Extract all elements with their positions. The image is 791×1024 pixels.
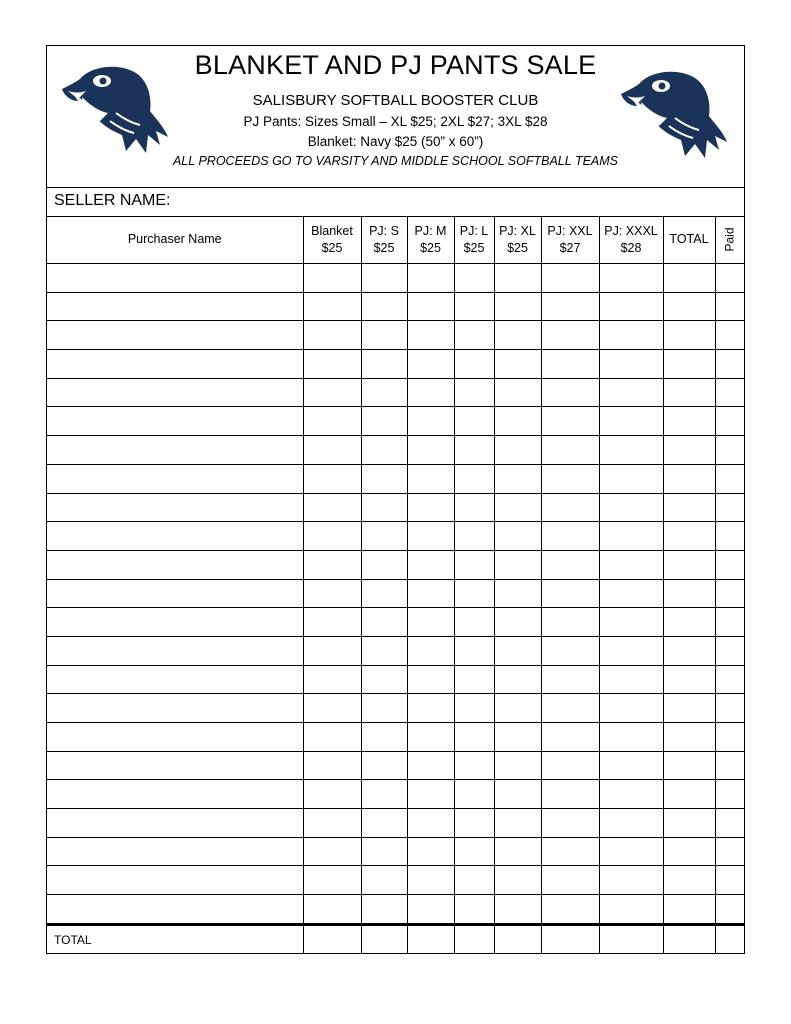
table-cell[interactable] [47,550,303,579]
table-cell[interactable] [541,407,599,436]
table-cell[interactable] [599,493,663,522]
total-cell[interactable] [303,924,361,954]
table-cell[interactable] [454,292,494,321]
table-cell[interactable] [407,780,454,809]
club-name: SALISBURY SOFTBALL BOOSTER CLUB [252,92,539,109]
table-cell[interactable] [407,550,454,579]
table-cell[interactable] [303,378,361,407]
table-cell[interactable] [715,436,744,465]
table-cell[interactable] [715,751,744,780]
table-cell[interactable] [47,694,303,723]
table-cell[interactable] [454,809,494,838]
table-cell[interactable] [454,636,494,665]
table-cell[interactable] [541,636,599,665]
table-cell[interactable] [454,350,494,379]
table-cell[interactable] [47,292,303,321]
table-cell[interactable] [715,321,744,350]
table-cell[interactable] [599,350,663,379]
order-table [47,216,744,954]
table-cell[interactable] [599,464,663,493]
table-cell[interactable] [599,522,663,551]
proceeds-note: ALL PROCEEDS GO TO VARSITY AND MIDDLE SCHOOL SOFTBALL TEAMS [172,154,619,168]
table-cell[interactable] [715,694,744,723]
table-cell[interactable] [47,350,303,379]
table-cell[interactable] [407,579,454,608]
table-cell[interactable] [663,493,715,522]
table-cell[interactable] [454,321,494,350]
table-cell[interactable] [454,407,494,436]
total-cell[interactable] [541,924,599,954]
table-cell[interactable] [303,636,361,665]
total-row [47,924,744,954]
table-cell[interactable] [599,264,663,293]
table-cell[interactable] [599,378,663,407]
table-cell[interactable] [454,522,494,551]
table-cell[interactable] [303,579,361,608]
table-cell[interactable] [541,751,599,780]
table-cell[interactable] [599,407,663,436]
table-cell[interactable] [541,837,599,866]
table-cell[interactable] [454,780,494,809]
column-header: Blanket $25 [303,216,361,264]
total-label: TOTAL [47,924,303,954]
table-cell[interactable] [663,292,715,321]
table-cell[interactable] [494,321,541,350]
table-cell[interactable] [494,407,541,436]
seller-name-label: SELLER NAME: [54,192,171,209]
table-cell[interactable] [47,436,303,465]
table-cell[interactable] [361,378,407,407]
table-cell[interactable] [361,436,407,465]
table-cell[interactable] [454,866,494,895]
table-cell[interactable] [303,895,361,925]
table-cell[interactable] [715,665,744,694]
table-cell[interactable] [715,464,744,493]
table-cell[interactable] [47,809,303,838]
form-header [47,46,744,188]
table-cell[interactable] [715,723,744,752]
table-cell[interactable] [361,837,407,866]
table-row [47,866,744,895]
table-cell[interactable] [541,866,599,895]
table-cell[interactable] [599,694,663,723]
table-cell[interactable] [663,350,715,379]
table-cell[interactable] [454,895,494,925]
total-cell[interactable] [599,924,663,954]
table-cell[interactable] [361,780,407,809]
table-cell[interactable] [454,608,494,637]
table-cell[interactable] [541,464,599,493]
table-cell[interactable] [715,579,744,608]
table-cell[interactable] [715,866,744,895]
table-cell[interactable] [47,751,303,780]
table-cell[interactable] [599,751,663,780]
table-cell[interactable] [303,436,361,465]
table-cell[interactable] [303,464,361,493]
table-cell[interactable] [303,837,361,866]
table-cell[interactable] [663,723,715,752]
table-cell[interactable] [47,579,303,608]
table-cell[interactable] [361,895,407,925]
table-cell[interactable] [407,723,454,752]
table-cell[interactable] [599,866,663,895]
table-cell[interactable] [494,809,541,838]
table-cell[interactable] [407,321,454,350]
table-row [47,292,744,321]
table-cell[interactable] [454,665,494,694]
table-cell[interactable] [663,579,715,608]
total-cell[interactable] [407,924,454,954]
table-cell[interactable] [541,378,599,407]
table-cell[interactable] [47,378,303,407]
table-cell[interactable] [454,579,494,608]
table-cell[interactable] [663,837,715,866]
table-cell[interactable] [663,436,715,465]
table-cell[interactable] [303,780,361,809]
table-row [47,579,744,608]
table-cell[interactable] [361,407,407,436]
table-row [47,550,744,579]
table-cell[interactable] [454,723,494,752]
table-cell[interactable] [541,321,599,350]
table-cell[interactable] [47,321,303,350]
table-cell[interactable] [303,264,361,293]
table-cell[interactable] [715,493,744,522]
table-row [47,522,744,551]
table-cell[interactable] [407,350,454,379]
table-cell[interactable] [47,837,303,866]
table-cell[interactable] [303,550,361,579]
table-cell[interactable] [599,579,663,608]
table-cell[interactable] [541,723,599,752]
table-cell[interactable] [303,809,361,838]
table-cell[interactable] [454,378,494,407]
column-header: TOTAL [663,216,715,264]
table-cell[interactable] [663,264,715,293]
table-cell[interactable] [663,522,715,551]
table-cell[interactable] [663,694,715,723]
table-cell[interactable] [663,636,715,665]
table-cell[interactable] [599,636,663,665]
table-cell[interactable] [541,550,599,579]
table-cell[interactable] [303,723,361,752]
table-cell[interactable] [407,694,454,723]
table-cell[interactable] [47,780,303,809]
table-row [47,837,744,866]
table-cell[interactable] [47,464,303,493]
table-cell[interactable] [541,809,599,838]
table-cell[interactable] [361,665,407,694]
table-cell[interactable] [361,350,407,379]
table-cell[interactable] [47,895,303,925]
table-row [47,780,744,809]
table-row [47,608,744,637]
table-cell[interactable] [303,751,361,780]
table-cell[interactable] [454,436,494,465]
table-cell[interactable] [715,350,744,379]
table-cell[interactable] [663,780,715,809]
table-cell[interactable] [407,665,454,694]
table-cell[interactable] [454,694,494,723]
table-cell[interactable] [361,636,407,665]
table-row [47,321,744,350]
table-cell[interactable] [663,321,715,350]
table-row [47,493,744,522]
table-cell[interactable] [361,866,407,895]
table-cell[interactable] [599,608,663,637]
table-cell[interactable] [494,378,541,407]
table-cell[interactable] [303,694,361,723]
table-cell[interactable] [361,493,407,522]
table-cell[interactable] [47,665,303,694]
table-cell[interactable] [47,723,303,752]
table-cell[interactable] [715,550,744,579]
table-cell[interactable] [494,464,541,493]
total-cell[interactable] [663,924,715,954]
column-header: PJ: XXL $27 [541,216,599,264]
table-cell[interactable] [47,407,303,436]
table-cell[interactable] [303,522,361,551]
page-title: BLANKET AND PJ PANTS SALE [194,50,597,80]
table-row [47,723,744,752]
table-cell[interactable] [663,407,715,436]
table-row [47,636,744,665]
seller-name-field[interactable] [47,187,744,217]
table-cell[interactable] [494,579,541,608]
column-header: PJ: XXXL $28 [599,216,663,264]
table-cell[interactable] [454,837,494,866]
table-cell[interactable] [454,550,494,579]
table-cell[interactable] [599,292,663,321]
table-cell[interactable] [361,579,407,608]
table-cell[interactable] [407,837,454,866]
table-cell[interactable] [663,378,715,407]
table-cell[interactable] [407,522,454,551]
table-cell[interactable] [47,493,303,522]
table-row [47,264,744,293]
table-cell[interactable] [715,608,744,637]
table-cell[interactable] [454,751,494,780]
table-cell[interactable] [494,522,541,551]
table-cell[interactable] [407,436,454,465]
table-cell[interactable] [494,350,541,379]
table-cell[interactable] [715,378,744,407]
table-cell[interactable] [599,780,663,809]
table-cell[interactable] [47,608,303,637]
table-cell[interactable] [407,407,454,436]
table-cell[interactable] [494,493,541,522]
table-cell[interactable] [361,723,407,752]
pj-pricing: PJ Pants: Sizes Small – XL $25; 2XL $27; 3XL $28 [243,114,548,129]
table-cell[interactable] [454,493,494,522]
table-cell[interactable] [47,636,303,665]
table-cell[interactable] [663,751,715,780]
table-cell[interactable] [494,665,541,694]
total-cell[interactable] [361,924,407,954]
table-cell[interactable] [361,809,407,838]
table-row [47,895,744,925]
table-cell[interactable] [303,292,361,321]
table-cell[interactable] [303,665,361,694]
table-cell[interactable] [303,493,361,522]
table-cell[interactable] [361,292,407,321]
table-cell[interactable] [541,292,599,321]
table-cell[interactable] [541,522,599,551]
table-cell[interactable] [715,522,744,551]
table-cell[interactable] [715,264,744,293]
table-cell[interactable] [541,264,599,293]
table-cell[interactable] [599,436,663,465]
table-cell[interactable] [494,780,541,809]
blanket-pricing: Blanket: Navy $25 (50” x 60”) [307,134,484,149]
table-cell[interactable] [663,550,715,579]
table-cell[interactable] [715,895,744,925]
table-cell[interactable] [494,264,541,293]
table-cell[interactable] [599,321,663,350]
table-cell[interactable] [715,809,744,838]
table-cell[interactable] [407,608,454,637]
table-cell[interactable] [407,493,454,522]
table-row [47,378,744,407]
table-cell[interactable] [494,837,541,866]
column-header: Paid [715,216,744,264]
total-cell[interactable] [715,924,744,954]
table-cell[interactable] [454,464,494,493]
table-cell[interactable] [407,378,454,407]
table-cell[interactable] [494,636,541,665]
column-header: PJ: M $25 [407,216,454,264]
table-cell[interactable] [494,608,541,637]
table-cell[interactable] [541,895,599,925]
table-cell[interactable] [715,636,744,665]
table-cell[interactable] [494,866,541,895]
table-cell[interactable] [47,866,303,895]
table-row [47,350,744,379]
table-row [47,464,744,493]
table-cell[interactable] [407,809,454,838]
table-cell[interactable] [663,809,715,838]
table-cell[interactable] [663,895,715,925]
table-cell[interactable] [361,694,407,723]
table-cell[interactable] [663,608,715,637]
table-cell[interactable] [599,550,663,579]
table-cell[interactable] [407,292,454,321]
table-row [47,751,744,780]
table-cell[interactable] [541,694,599,723]
table-cell[interactable] [361,264,407,293]
table-cell[interactable] [599,837,663,866]
table-row [47,694,744,723]
table-cell[interactable] [494,895,541,925]
table-cell[interactable] [715,292,744,321]
table-row [47,665,744,694]
table-cell[interactable] [494,723,541,752]
table-cell[interactable] [715,407,744,436]
table-cell[interactable] [541,780,599,809]
table-cell[interactable] [494,292,541,321]
table-cell[interactable] [303,608,361,637]
table-cell[interactable] [407,636,454,665]
table-cell[interactable] [494,694,541,723]
column-header: Purchaser Name [47,216,303,264]
table-cell[interactable] [454,264,494,293]
table-cell[interactable] [494,751,541,780]
table-cell[interactable] [361,751,407,780]
table-cell[interactable] [599,809,663,838]
table-row [47,436,744,465]
table-cell[interactable] [494,550,541,579]
table-cell[interactable] [303,321,361,350]
table-cell[interactable] [361,550,407,579]
order-form-sheet [46,45,745,954]
table-row [47,407,744,436]
table-cell[interactable] [407,866,454,895]
table-cell[interactable] [361,321,407,350]
table-row [47,809,744,838]
table-cell[interactable] [663,866,715,895]
table-cell[interactable] [541,350,599,379]
column-header: PJ: XL $25 [494,216,541,264]
table-cell[interactable] [407,264,454,293]
table-cell[interactable] [303,350,361,379]
table-cell[interactable] [599,895,663,925]
table-cell[interactable] [407,464,454,493]
table-cell[interactable] [599,723,663,752]
table-cell[interactable] [541,579,599,608]
table-cell[interactable] [541,493,599,522]
table-cell[interactable] [715,780,744,809]
table-cell[interactable] [47,264,303,293]
column-header: PJ: L $25 [454,216,494,264]
table-cell[interactable] [715,837,744,866]
column-header: PJ: S $25 [361,216,407,264]
total-cell[interactable] [454,924,494,954]
table-cell[interactable] [361,608,407,637]
table-cell[interactable] [361,464,407,493]
table-cell[interactable] [303,407,361,436]
table-cell[interactable] [663,665,715,694]
table-cell[interactable] [407,895,454,925]
table-cell[interactable] [541,608,599,637]
table-header-row [47,216,744,264]
table-cell[interactable] [541,665,599,694]
table-cell[interactable] [303,866,361,895]
table-cell[interactable] [541,436,599,465]
table-cell[interactable] [47,522,303,551]
table-cell[interactable] [361,522,407,551]
table-cell[interactable] [407,751,454,780]
table-cell[interactable] [663,464,715,493]
total-cell[interactable] [494,924,541,954]
table-cell[interactable] [494,436,541,465]
table-cell[interactable] [599,665,663,694]
